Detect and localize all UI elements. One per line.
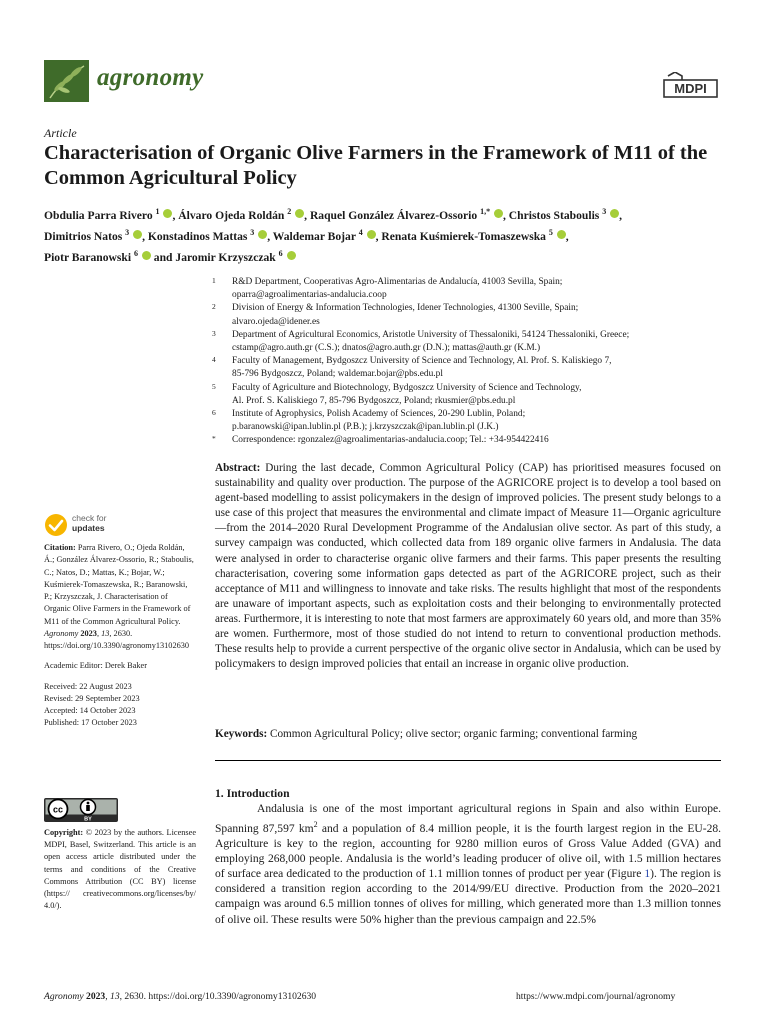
intro-superscript: 2 [313, 820, 318, 830]
orcid-icon[interactable] [367, 230, 376, 239]
citation: Citation: Parra Rivero, O.; Ojeda Roldán, Á.; González Álvarez-Ossorio, R.; Staboulis, C.; Natos, D.; Mattas, K.; Bojar, W.; Kuśmierek-Tomaszewska, R.; Baranowski, P.; Krzyszczak, J. Characterisation of Organic Olive Farmers in the Framework of M11 of the Common Agricultural Policy. Agronomy 2023, 13, 2630. https://doi.org/10.3390/agronomy13102630 [44, 543, 194, 650]
copyright-notice [44, 827, 196, 912]
orcid-icon[interactable] [258, 230, 267, 239]
date-row [44, 705, 194, 717]
date-label: Received: [44, 681, 78, 691]
citation-volume: 13 [101, 628, 110, 638]
check-updates-button[interactable] [44, 513, 144, 543]
orcid-icon[interactable] [295, 209, 304, 218]
keywords [215, 727, 721, 742]
author[interactable] [44, 227, 142, 243]
date-value: 22 August 2023 [79, 681, 132, 691]
author[interactable] [44, 248, 151, 264]
author-list: Obdulia Parra Rivero $^1$ , Álvaro Ojeda Roldán $^2$ , Raquel González Álvarez-Ossorio $^{1,*}$ , Christos Staboulis $^3$ , Dimitrios Natos $^3$ , Konstadinos Mattas $^3$ , Waldemar Bojar $^4$ , Renata Kuśmierek-Tomaszewska $^5$ , Piotr Baranowski $^6$ and Jaromir Krzyszczak $^6$ [44, 207, 623, 264]
check-updates-line1: check for [72, 513, 107, 523]
intro-text-3: ). The region is considered a transition region according to the 2014/99/EU directive. Production from the 2020–2021 campaign was around 6.5 million tonnes of olives for milling, which generated more than 1.3 million tonnes of olive oil. These results were 50% higher than the previous campaign and 22.5% [215, 868, 721, 926]
author-name: Álvaro Ojeda Roldán [178, 208, 285, 222]
date-label: Accepted: [44, 706, 78, 715]
affiliation [212, 382, 722, 408]
copyright-text: © 2023 by the authors. Licensee MDPI, Basel, Switzerland. This article is an open access article distributed under the terms and conditions of the Creative Commons Attribution (CC BY) license (https:// creativecommons.org/licenses/by/ 4.0/). [44, 828, 197, 911]
citation-journal: Agronomy [44, 628, 79, 638]
date-label: Revised: [44, 693, 74, 703]
mdpi-logo-text: MDPI [674, 81, 707, 96]
affiliation [212, 329, 722, 355]
date-label: Published: [44, 718, 80, 728]
affiliation-line: 85-796 Bydgoszcz, Poland; waldemar.bojar@pbs.edu.pl [232, 369, 443, 380]
journal-logo [44, 60, 89, 102]
author-affiliation-number: 6 [278, 248, 283, 258]
abstract-label: Abstract: [215, 462, 261, 474]
check-updates-line2: updates [72, 522, 105, 533]
author-affiliation-number: 2 [287, 207, 292, 216]
author-affiliation-number: 4 [358, 227, 363, 237]
article-title: Characterisation of Organic Olive Farmers in the Framework of M11 of the Common Agricultural Policy [44, 142, 708, 189]
keywords-label: Keywords: [215, 728, 268, 740]
mdpi-logo[interactable] [663, 72, 718, 98]
author-affiliation-number: 1,* [480, 207, 491, 216]
author[interactable] [509, 209, 619, 222]
intro-text-1: Andalusia is one of the most important agricultural regions in Spain and also within Europe. Spanning 87,597 km [215, 803, 721, 835]
author[interactable] [147, 227, 267, 243]
author-name: Renata Kuśmierek-Tomaszewska [381, 229, 546, 243]
orcid-icon[interactable] [610, 209, 619, 218]
author[interactable] [175, 248, 295, 264]
editor-name: Derek Baker [104, 661, 147, 671]
affiliation-number: * [212, 434, 216, 444]
footer-year: 2023 [86, 991, 106, 1002]
affiliation-line: Al. Prof. S. Kaliskiego 7, 85-796 Bydgoszcz, Poland; rkusmier@pbs.edu.pl [232, 395, 516, 406]
affiliation-line: cstamp@agro.auth.gr (C.S.); dnatos@agro.auth.gr (D.N.); mattas@auth.gr (K.M.) [232, 343, 541, 354]
citation-label: Citation: [44, 543, 76, 552]
cc-by-license-icon[interactable] [44, 798, 118, 822]
author-name: Obdulia Parra Rivero [44, 208, 153, 222]
affiliation-line: alvaro.ojeda@idener.es [232, 316, 320, 327]
author-affiliation-number: 3 [602, 207, 607, 216]
abstract [215, 461, 721, 672]
intro-paragraph [215, 802, 721, 928]
cc-by-label: BY [84, 816, 92, 822]
affiliation-number: 1 [212, 276, 216, 285]
affiliation-line: Faculty of Agriculture and Biotechnology, Bydgoszcz University of Science and Technology, [232, 382, 582, 393]
keywords-text: Common Agricultural Policy; olive sector; organic farming; conventional farming [270, 728, 638, 740]
affiliation-number: 6 [212, 408, 216, 418]
section-heading: 1. Introduction [215, 787, 290, 800]
author-name: Christos Staboulis [508, 208, 600, 222]
journal-name: agronomy [97, 64, 204, 91]
author[interactable] [44, 209, 172, 222]
orcid-icon[interactable] [557, 230, 566, 239]
affiliation [212, 408, 722, 434]
author-name: Piotr Baranowski [44, 250, 132, 264]
affiliation [212, 355, 722, 381]
affiliation-line: R&D Department, Cooperativas Agro-Alimentarias de Andalucía, 41003 Sevilla, Spain; [232, 277, 563, 287]
affiliation-line: p.baranowski@ipan.lublin.pl (P.B.); j.krzyszczak@ipan.lublin.pl (J.K.) [232, 422, 499, 433]
date-row [44, 693, 194, 705]
publication-dates [44, 681, 194, 730]
footer-doi[interactable]: , 2630. https://doi.org/10.3390/agronomy13102630 [119, 991, 317, 1002]
affiliation-line: Correspondence: rgonzalez@agroalimentarias-andalucia.coop; Tel.: +34-954422416 [232, 435, 549, 446]
author-name: Konstadinos Mattas [147, 229, 248, 243]
author-affiliation-number: 1 [155, 207, 160, 216]
affiliation-line: Division of Energy & Information Technologies, Idener Technologies, 41300 Seville, Spain; [232, 303, 579, 314]
author-name: Dimitrios Natos [44, 229, 123, 243]
author-affiliation-number: 5 [548, 227, 553, 237]
article-info-sidebar [44, 542, 194, 730]
footer-volume: 13 [110, 991, 120, 1002]
date-value: 29 September 2023 [75, 693, 140, 703]
author[interactable] [310, 209, 503, 222]
date-row [44, 681, 194, 693]
section-divider [215, 760, 721, 761]
academic-editor [44, 660, 194, 672]
citation-year: 2023 [80, 628, 97, 638]
author-name: Raquel González Álvarez-Ossorio [309, 208, 478, 222]
affiliation-number: 3 [212, 328, 216, 338]
affiliation-line: oparra@agroalimentarias-andalucia.coop [232, 290, 387, 301]
affiliation-line: Department of Agricultural Economics, Aristotle University of Thessaloniki, 54124 Thessaloniki, Greece; [232, 329, 630, 340]
author[interactable] [272, 227, 376, 243]
article-type: Article [44, 126, 77, 140]
introduction-body [215, 802, 721, 928]
author-name: Jaromir Krzyszczak [175, 250, 276, 264]
figure-reference-link[interactable]: 1 [644, 868, 651, 881]
abstract-text: During the last decade, Common Agricultural Policy (CAP) has prioritised measures focused on sustainability and quality over production. The purpose of the AGRICORE project is to develop a tool based on agent-based modelling to assist policymakers in the design of improved policies. The present study belongs to a use case of this project that measures the environmental and climate impact of Measure 11—Organic agriculture—from the 2014–2020 Rural Development Programme of the Andalusian olive sector. As part of this study, a survey campaign was conducted, which collected data from 189 organic olive farmers in Andalusia. The data were analysed in order to characterise organic olive farmers and their farms. This paper presents the resulting characterisation, covering some information gaps detected as part of the AGRICORE project, such as their acceptance of M11 and willingness to innovate and take risks. The results highlight that most of the respondents are unaware of important aspects, such as exploitation costs and their belonging to environmentally protected areas. Furthermore, it is interesting to note that most farmers are approximately 60 years old, and more than 35% are women. Furthermore, most of those studied do not intend to return to conventional production methods. These results help to provide a current perspective of the organic olive sector in Andalusia, which can be used by policymakers to design improved policies that entail an increase in organic olive production. [215, 462, 721, 671]
affiliation-number: 2 [212, 302, 216, 312]
affiliation-number: 5 [212, 381, 216, 391]
author-name: Waldemar Bojar [272, 229, 356, 243]
check-updates-icon [44, 513, 68, 537]
author-affiliation-number: 3 [250, 227, 255, 237]
editor-label: Academic Editor: [44, 661, 103, 671]
affiliation-number: 4 [212, 355, 216, 365]
footer-citation: Agronomy 2023, 13, 2630. https://doi.org/10.3390/agronomy13102630 [44, 991, 317, 1002]
intro-text-2: and a population of 8.4 million people, it is the fourth largest region in the EU-28. Agriculture is key to the region, accounting for 9280 million euros of Gross Value Added (GVA) and employing 268,000 people. Andalusia is the world’s leading producer of olive oil, with 1.5 million hectares of surface area dedicated to the production of 1.1 million tonnes of product per year (Figure [215, 822, 722, 881]
cc-icon: cc [52, 804, 64, 815]
orcid-icon[interactable] [163, 209, 172, 218]
date-value: 14 October 2023 [79, 706, 136, 715]
affiliation [212, 276, 722, 302]
affiliation-line: Institute of Agrophysics, Polish Academy of Sciences, 20-290 Lublin, Poland; [232, 409, 526, 420]
author[interactable] [381, 227, 565, 243]
orcid-icon[interactable] [133, 230, 142, 239]
citation-text: Parra Rivero, O.; Ojeda Roldán, Á.; González Álvarez-Ossorio, R.; Staboulis, C.; Natos, D.; Mattas, K.; Bojar, W.; Kuśmierek-Tomaszewska, R.; Baranowski, P.; Krzyszczak, J. Characterisation of Organic Olive Farmers in the Framework of M11 of the Common Agricultural Policy. [44, 543, 194, 626]
author-affiliation-number: 6 [133, 248, 138, 258]
orcid-icon[interactable] [494, 209, 503, 218]
affiliation [212, 434, 722, 447]
date-row [44, 717, 194, 729]
footer-journal-url[interactable]: https://www.mdpi.com/journal/agronomy [516, 991, 676, 1002]
orcid-icon[interactable] [287, 251, 296, 260]
affiliations [212, 276, 722, 448]
copyright-label: Copyright: [44, 828, 84, 837]
date-value: 17 October 2023 [81, 718, 137, 728]
citation-doi[interactable]: , 2630. https://doi.org/10.3390/agronomy13102630 [44, 628, 190, 650]
footer-journal: Agronomy [44, 991, 84, 1002]
author-affiliation-number: 3 [125, 227, 130, 237]
affiliation [212, 302, 722, 328]
check-updates-text [72, 514, 107, 533]
author[interactable] [178, 209, 304, 222]
orcid-icon[interactable] [142, 251, 151, 260]
affiliation-line: Faculty of Management, Bydgoszcz University of Science and Technology, Al. Prof. S. Kaliskiego 7, [232, 356, 612, 367]
